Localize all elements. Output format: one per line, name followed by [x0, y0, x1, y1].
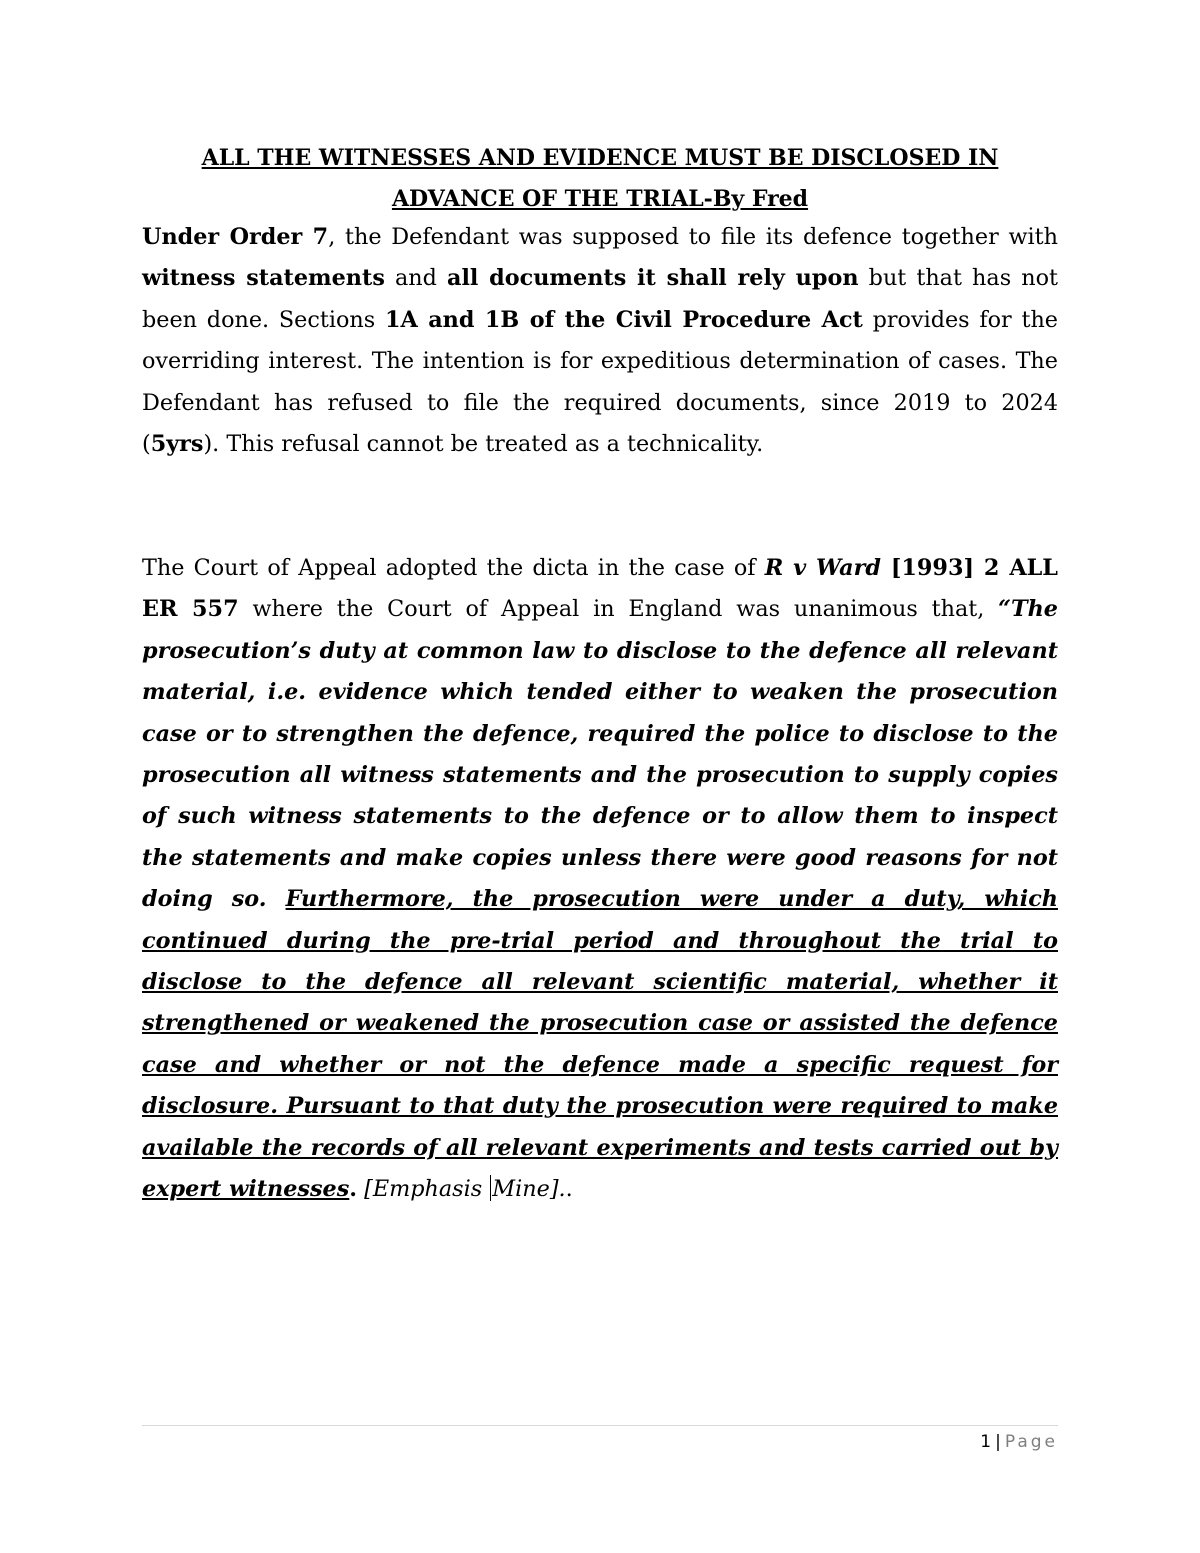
para1-text-2: and	[384, 265, 448, 292]
years-bold: 5yrs	[150, 431, 204, 458]
case-citation: [1993] 2 ALL ER 557	[142, 555, 1058, 623]
para2-text-2: where the Court of Appeal in England was unanimous that,	[238, 596, 999, 623]
para2-final-period: .	[565, 1176, 573, 1203]
footer-separator: |	[995, 1432, 1001, 1452]
para1-text-4: provides for the overriding interest. The intention is for expeditious determination of cases. The Defendant has refused to file the required documents, since 2019 to 2024 (	[142, 306, 1059, 458]
witness-statements-bold: witness statements	[142, 265, 385, 292]
footer-divider	[142, 1425, 1058, 1426]
quote-part-1: “The prosecution’s duty at common law to disclose to the defence all relevant material, i.e. evidence which tended either to weaken the prosecution case or to strengthen the defence, required the police to disclose to the prosecution all witness statements and the prosecution to supply copies of such witness statements to the defence or to allow them to inspect the statements and make copies unless there were good reasons for not doing so.	[142, 596, 1058, 913]
case-name: R v Ward	[764, 555, 881, 581]
all-documents-bold: all documents it shall rely upon	[447, 265, 859, 292]
document-title	[142, 138, 1058, 220]
quote-part-2-underlined: Furthermore, the prosecution were under a duty, which continued during the pre-trial period and throughout the trial to disclose to the defence all relevant scientific material, whether it strengthened or weakened the prosecution case or assisted the defence case and whether or not the defence made a specific request for disclosure. Pursuant to that duty the prosecution were required to make available the records of all relevant experiments and tests carried out by expert witnesses	[142, 886, 1058, 1203]
para2-text-1: The Court of Appeal adopted the dicta in the case of	[142, 555, 765, 581]
title-line-2: ADVANCE OF THE TRIAL-By Fred	[391, 186, 809, 212]
para1-text-5: ). This refusal cannot be treated as a technicality.	[203, 431, 764, 458]
emphasis-note-2: Mine].	[492, 1176, 566, 1203]
paragraph-2	[142, 548, 1058, 1211]
para1-text-1: , the Defendant was supposed to file its defence together with	[328, 224, 1058, 250]
page-label: Page	[1004, 1432, 1058, 1452]
title-line-1: ALL THE WITNESSES AND EVIDENCE MUST BE DISCLOSED IN	[201, 145, 999, 171]
quote-end-period: .	[349, 1176, 358, 1203]
page-footer	[980, 1432, 1058, 1452]
paragraph-1	[142, 217, 1058, 465]
para1-text-3: but that has not been done. Sections	[142, 265, 1058, 333]
page-number: 1	[980, 1432, 992, 1452]
order-reference: Under Order 7	[142, 224, 329, 250]
sections-reference: 1A and 1B of the Civil Procedure Act	[384, 306, 863, 333]
emphasis-note-1: [Emphasis	[357, 1176, 490, 1203]
